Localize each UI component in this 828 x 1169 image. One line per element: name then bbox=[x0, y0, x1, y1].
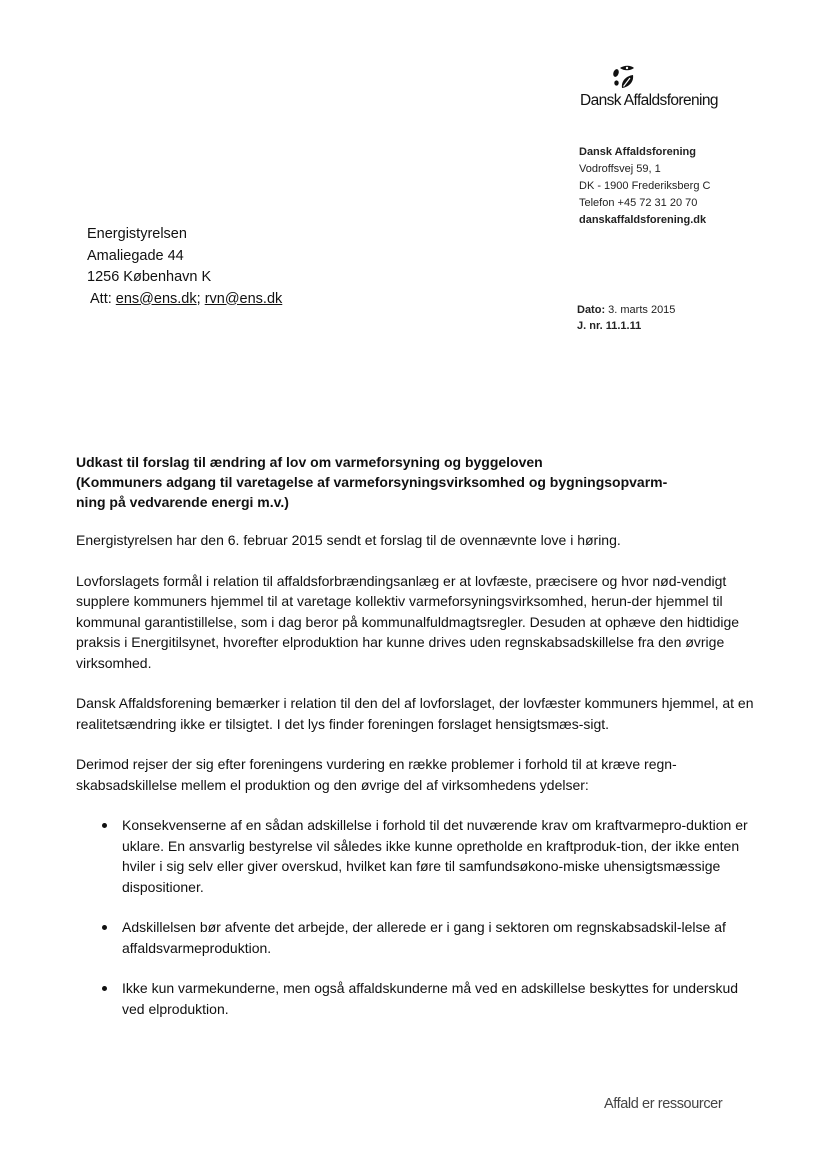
recipient-att bbox=[87, 289, 282, 311]
subject-line-3: ning på vedvarende energi m.v.) bbox=[76, 494, 289, 510]
email-link-1[interactable]: ens@ens.dk bbox=[115, 290, 197, 307]
letter-subject bbox=[76, 452, 756, 512]
recipient-name: Energistyrelsen bbox=[87, 226, 187, 242]
subject-line-2: (Kommuners adgang til varetagelse af varmeforsyningsvirksomhed og bygningsopvarm- bbox=[76, 474, 668, 490]
sender-address bbox=[579, 144, 710, 229]
att-label: Att: bbox=[90, 290, 116, 307]
reference-value: 11.1.11 bbox=[602, 320, 642, 332]
bullet-dot-icon bbox=[102, 823, 107, 828]
sender-phone: Telefon +45 72 31 20 70 bbox=[579, 197, 698, 209]
letter-body bbox=[76, 452, 756, 1039]
recipient-city: 1256 København K bbox=[87, 269, 212, 285]
paragraph: Dansk Affaldsforening bemærker i relation til den del af lovforslaget, der lovfæster kommuners hjemmel, at en realitetsændring ikke er tilsigtet. I det lys finder foreningen forslaget hensigtsmæs-sigt. bbox=[76, 695, 754, 732]
leaf-cluster-icon bbox=[610, 64, 636, 90]
recipient-address bbox=[87, 224, 282, 310]
bullet-text: Adskillelsen bør afvente det arbejde, der allerede er i gang i sektoren om regnskabsadskil-lelse af affaldsvarmeproduktion. bbox=[122, 919, 726, 956]
sender-city: DK - 1900 Frederiksberg C bbox=[579, 180, 711, 192]
paragraph: Lovforslagets formål i relation til affaldsforbrændingsanlæg er at lovfæste, præcisere og hvor nød-vendigt supplere kommuners hjemmel til at varetage kollektiv varmeforsyningsvirksomhed, herun-der hjemmel til kommunal garantistillelse, som i dag beror på kommunalfuldmagtsregler. Desuden at ophæve den hidtidige praksis i Energitilsynet, hvorefter elproduktion har kunne drives uden regnskabsadskillelse fra den øvrige virksomhed. bbox=[76, 572, 740, 671]
bullet-dot-icon bbox=[102, 986, 107, 991]
bullet-dot-icon bbox=[102, 925, 107, 930]
date-reference bbox=[577, 302, 675, 334]
date-label: Dato: bbox=[577, 304, 606, 316]
bullet-item bbox=[76, 917, 756, 958]
logo-wordmark: Dansk Affaldsforening bbox=[580, 92, 718, 109]
bullet-list bbox=[76, 815, 756, 1019]
paragraph: Energistyrelsen har den 6. februar 2015 sendt et forslag til de ovennævnte love i høring. bbox=[76, 532, 621, 548]
recipient-street: Amaliegade 44 bbox=[87, 247, 184, 264]
email-link-2[interactable]: rvn@ens.dk bbox=[204, 290, 283, 307]
sender-name: Dansk Affaldsforening bbox=[579, 146, 696, 158]
subject-line-1: Udkast til forslag til ændring af lov om varmeforsyning og byggeloven bbox=[76, 454, 543, 470]
sender-website: danskaffaldsforening.dk bbox=[579, 214, 707, 226]
paragraph: Derimod rejser der sig efter foreningens vurdering en række problemer i forhold til at kræve regn-skabsadskillelse mellem el produktion og den øvrige del af virksomhedens ydelser: bbox=[76, 756, 677, 793]
bullet-item bbox=[76, 815, 756, 897]
date-line bbox=[577, 302, 675, 318]
reference-label: J. nr. bbox=[577, 320, 603, 332]
footer-tagline: Affald er ressourcer bbox=[604, 1096, 723, 1112]
sender-street: Vodroffsvej 59, 1 bbox=[579, 163, 661, 175]
reference-line bbox=[577, 318, 675, 334]
bullet-text: Konsekvenserne af en sådan adskillelse i forhold til det nuværende krav om kraftvarmepro-duktion er uklare. En ansvarlig bestyrelse vil således ikke kunne opretholde en kraftproduk-tion, der ikke enten hviler i sig selv eller giver overskud, hvilket kan føre til samfundsøkono-miske uhensigtsmæssige dispositioner. bbox=[122, 817, 748, 895]
bullet-item bbox=[76, 978, 756, 1019]
bullet-text: Ikke kun varmekunderne, men også affaldskunderne må ved en adskillelse beskyttes for underskud ved elproduktion. bbox=[122, 980, 739, 1017]
date-value: 3. marts 2015 bbox=[605, 304, 676, 316]
email-separator: ; bbox=[196, 290, 205, 307]
